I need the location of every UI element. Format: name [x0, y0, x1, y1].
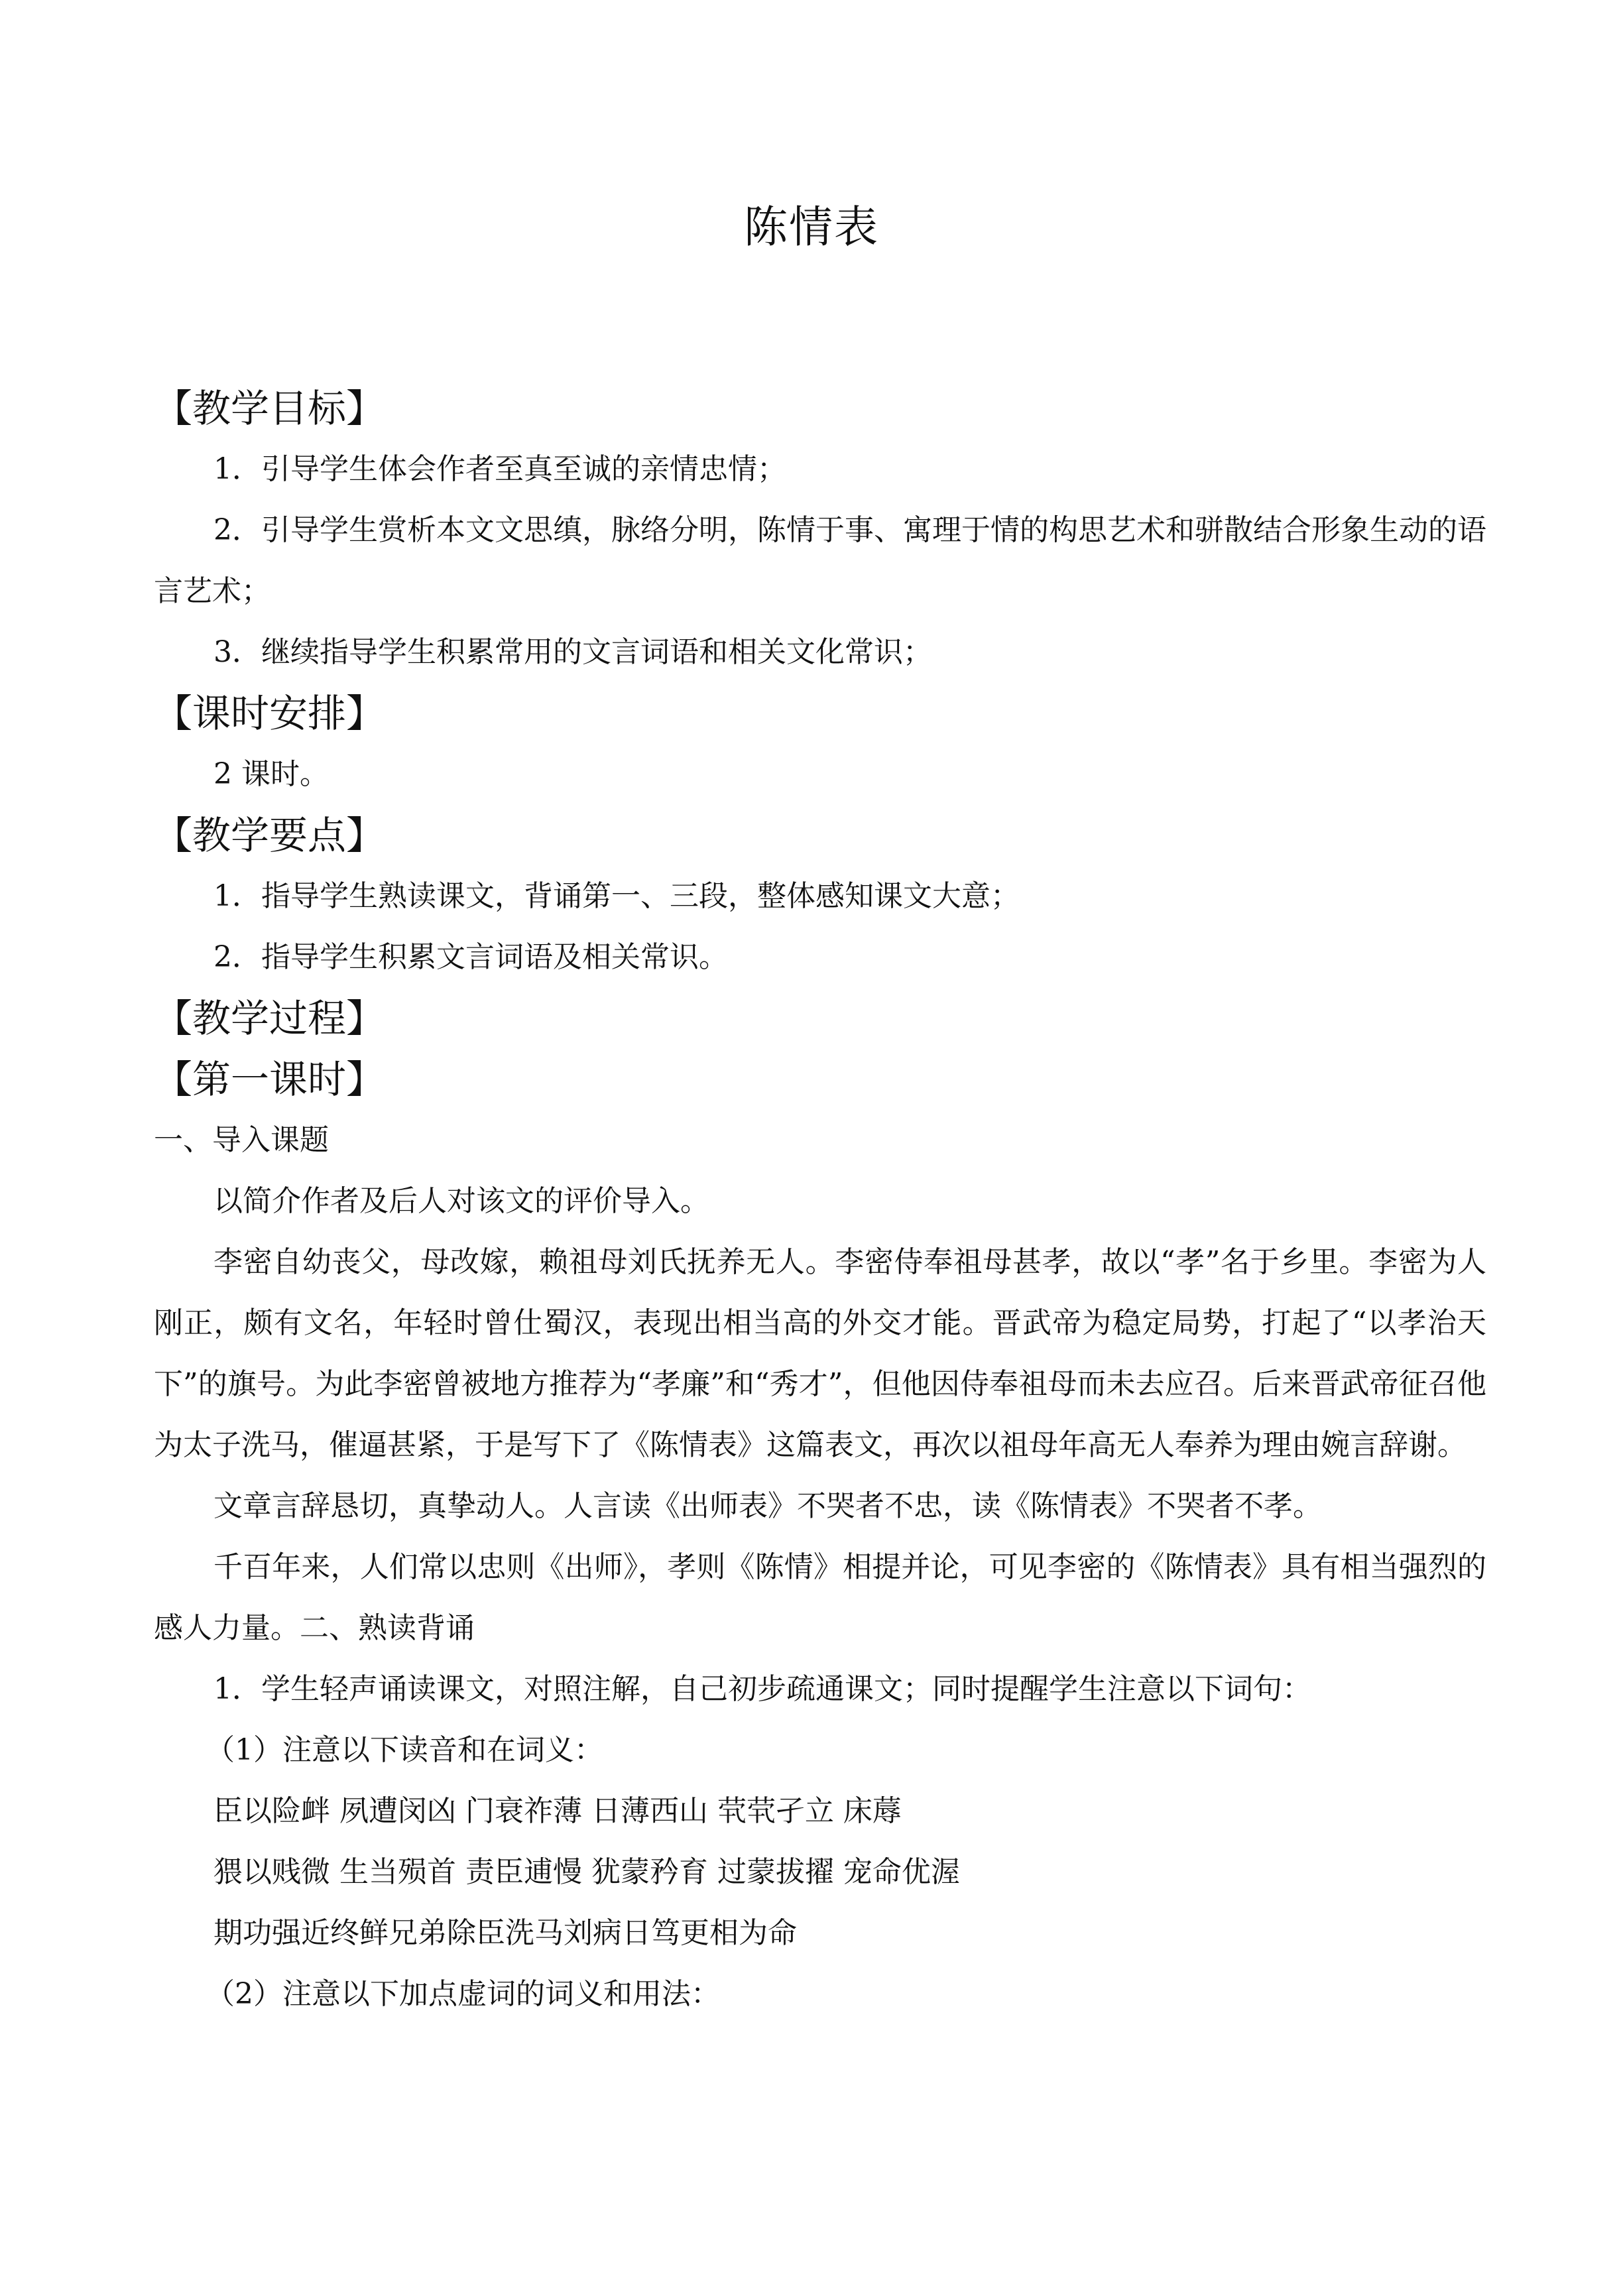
section-heading-schedule: 【课时安排】 — [154, 691, 385, 736]
word-row: 猥以贱微 生当殒首 责臣逋慢 犹蒙矜育 过蒙拔擢 宠命优渥 — [213, 1855, 960, 1889]
lesson-paragraph: 文章言辞恳切，真挚动人。人言读《出师表》不哭者不忠，读《陈情表》不哭者不孝。 — [213, 1489, 1322, 1523]
schedule-text: 2 课时。 — [213, 757, 329, 791]
objective-item: 3．继续指导学生积累常用的文言词语和相关文化常识； — [213, 635, 932, 669]
objective-item: 2．引导学生赏析本文文思缜，脉络分明，陈情于事、寓理于情的构思艺术和骈散结合形象生动的语言艺术； — [154, 513, 1486, 608]
note-heading-readings: （1）注意以下读音和在词义： — [206, 1733, 603, 1767]
objective-item: 1．引导学生体会作者至真至诚的亲情忠情； — [213, 452, 786, 486]
section-heading-objectives: 【教学目标】 — [154, 386, 385, 431]
key-point-item: 1．指导学生熟读课文，背诵第一、三段，整体感知课文大意； — [213, 879, 1020, 913]
note-heading-function-words: （2）注意以下加点虚词的词义和用法： — [206, 1977, 720, 2011]
section-heading-lesson-one: 【第一课时】 — [154, 1057, 385, 1102]
lesson-paragraph: 千百年来，人们常以忠则《出师》，孝则《陈情》相提并论，可见李密的《陈情表》具有相当强烈的感人力量。二、熟读背诵 — [154, 1550, 1486, 1645]
lesson-paragraph: 以简介作者及后人对该文的评价导入。 — [213, 1184, 709, 1218]
key-point-item: 2．指导学生积累文言词语及相关常识。 — [213, 940, 728, 974]
subheading-intro: 一、导入课题 — [154, 1123, 329, 1157]
word-row: 臣以险衅 夙遭闵凶 门衰祚薄 日薄西山 茕茕孑立 床蓐 — [213, 1794, 902, 1828]
lesson-paragraph: 1．学生轻声诵读课文，对照注解，自己初步疏通课文；同时提醒学生注意以下词句： — [213, 1672, 1311, 1706]
word-row: 期功强近终鲜兄弟除臣洗马刘病日笃更相为命 — [213, 1916, 797, 1950]
section-heading-process: 【教学过程】 — [154, 996, 385, 1041]
document-body — [154, 378, 1486, 2025]
lesson-paragraph: 李密自幼丧父，母改嫁，赖祖母刘氏抚养无人。李密侍奉祖母甚孝，故以“孝”名于乡里。李密为人刚正，颇有文名，年轻时曾仕蜀汉，表现出相当高的外交才能。晋武帝为稳定局势，打起了“以孝治天下”的旗号。为此李密曾被地方推荐为“孝廉”和“秀才”，但他因侍奉祖母而未去应召。后来晋武帝征召他为太子洗马，催逼甚紧，于是写下了《陈情表》这篇表文，再次以祖母年高无人奉养为理由婉言辞谢。 — [154, 1245, 1487, 1462]
section-heading-key-points: 【教学要点】 — [154, 813, 385, 858]
document-title: 陈情表 — [744, 202, 879, 253]
